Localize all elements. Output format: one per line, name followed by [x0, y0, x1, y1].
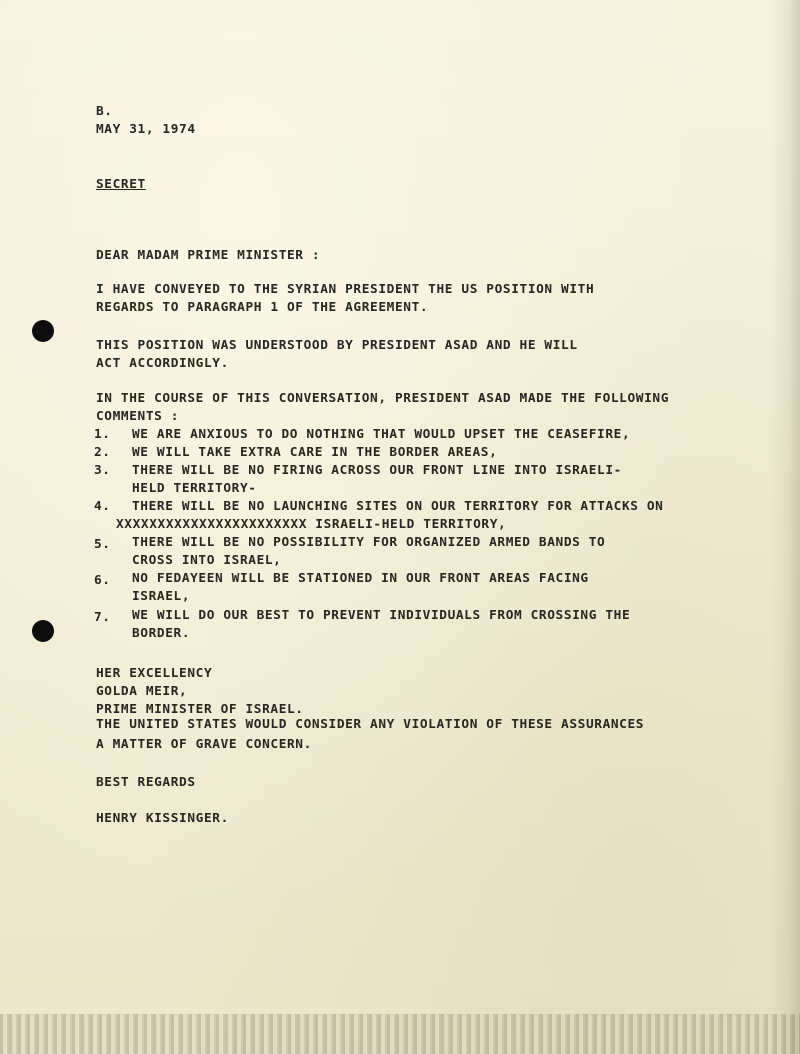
- list-item-number: 5.: [94, 537, 111, 552]
- paragraph-1-line-2: REGARDS TO PARAGRAPH 1 OF THE AGREEMENT.: [96, 300, 429, 315]
- list-item: THERE WILL BE NO POSSIBILITY FOR ORGANIZED ARMED BANDS TO: [132, 535, 606, 550]
- salutation: DEAR MADAM PRIME MINISTER :: [96, 248, 321, 263]
- list-item-number: 3.: [94, 463, 111, 478]
- list-item: THERE WILL BE NO FIRING ACROSS OUR FRONT LINE INTO ISRAELI-: [132, 463, 622, 478]
- list-item: NO FEDAYEEN WILL BE STATIONED IN OUR FRONT AREAS FACING: [132, 571, 589, 586]
- list-item-number: 4.: [94, 499, 111, 514]
- page-edge-shadow: [770, 0, 800, 1054]
- closing-line-2: A MATTER OF GRAVE CONCERN.: [96, 737, 312, 752]
- addressee-title: HER EXCELLENCY: [96, 666, 213, 681]
- list-item-number: 1.: [94, 427, 111, 442]
- punch-hole-bottom: [32, 620, 54, 642]
- paragraph-3-line-1: IN THE COURSE OF THIS CONVERSATION, PRESIDENT ASAD MADE THE FOLLOWING: [96, 391, 670, 406]
- list-item: THERE WILL BE NO LAUNCHING SITES ON OUR TERRITORY FOR ATTACKS ON: [132, 499, 664, 514]
- list-item-continuation: XXXXXXXXXXXXXXXXXXXXXXX ISRAELI-HELD TERRITORY,: [116, 517, 507, 532]
- paragraph-2-line-2: ACT ACCORDINGLY.: [96, 356, 229, 371]
- list-item-number: 7.: [94, 610, 111, 625]
- list-item-number: 2.: [94, 445, 111, 460]
- classification-marking: SECRET: [96, 177, 146, 192]
- list-item-continuation: CROSS INTO ISRAEL,: [132, 553, 282, 568]
- header-marker: B.: [96, 104, 113, 119]
- punch-hole-top: [32, 320, 54, 342]
- paragraph-2-line-1: THIS POSITION WAS UNDERSTOOD BY PRESIDENT ASAD AND HE WILL: [96, 338, 578, 353]
- list-item-continuation: ISRAEL,: [132, 589, 191, 604]
- list-item: WE ARE ANXIOUS TO DO NOTHING THAT WOULD UPSET THE CEASEFIRE,: [132, 427, 631, 442]
- letter-date: MAY 31, 1974: [96, 122, 196, 137]
- addressee-office: PRIME MINISTER OF ISRAEL.: [96, 702, 304, 717]
- page-bottom-wear: [0, 1014, 800, 1054]
- list-item-number: 6.: [94, 573, 111, 588]
- regards: BEST REGARDS: [96, 775, 196, 790]
- addressee-name: GOLDA MEIR,: [96, 684, 188, 699]
- signature: HENRY KISSINGER.: [96, 811, 229, 826]
- paragraph-1-line-1: I HAVE CONVEYED TO THE SYRIAN PRESIDENT THE US POSITION WITH: [96, 282, 595, 297]
- list-item-continuation: BORDER.: [132, 626, 191, 641]
- list-item: WE WILL DO OUR BEST TO PREVENT INDIVIDUALS FROM CROSSING THE: [132, 608, 631, 623]
- paragraph-3-line-2: COMMENTS :: [96, 409, 180, 424]
- closing-line-1: THE UNITED STATES WOULD CONSIDER ANY VIOLATION OF THESE ASSURANCES: [96, 717, 645, 732]
- list-item-continuation: HELD TERRITORY-: [132, 481, 257, 496]
- list-item: WE WILL TAKE EXTRA CARE IN THE BORDER AREAS,: [132, 445, 498, 460]
